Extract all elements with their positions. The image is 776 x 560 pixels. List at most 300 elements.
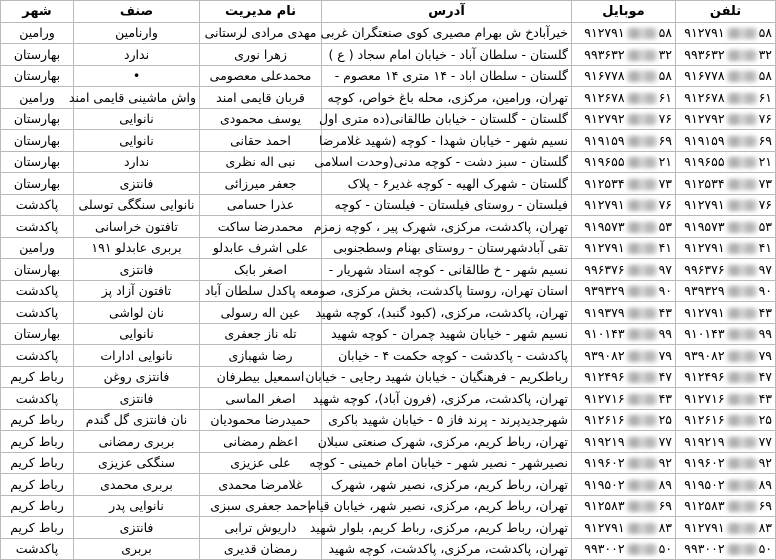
category-cell[interactable]: تافتون خراسانی [74,216,200,238]
table-row [1,366,776,388]
phone-cell[interactable] [676,151,776,173]
mobile-number-end: ۶۹ [658,498,672,514]
manager-cell[interactable]: یوسف محمودی [200,108,322,130]
phone-redaction-blur [727,28,757,39]
city-cell[interactable]: رباط کریم [1,517,74,539]
phone-redaction-blur [727,458,757,469]
phone-number-start: ۹۱۲۴۹۶ [684,369,725,385]
address-cell[interactable]: تهران، رباط کریم، مرکزی، نصیر شهر، خیابان قیام [322,495,572,517]
category-cell[interactable]: فانتزی [74,259,200,281]
manager-cell[interactable]: داریوش ترابی [200,517,322,539]
address-cell[interactable]: رباطکریم - فرهنگیان - خیابان شهید رجایی - خیابان [322,366,572,388]
phone-redaction-blur [727,351,757,362]
mobile-number-start: ۹۳۹۳۲۹ [584,283,625,299]
phone-number-end: ۶۹ [758,132,772,148]
mobile-number-start: ۹۱۰۱۴۳ [584,326,625,342]
phone-number-start: ۹۱۲۵۳۴ [684,175,725,191]
phone-cell[interactable] [676,345,776,367]
phone-redaction-blur [727,329,757,340]
header-phone[interactable]: تلفن [676,1,776,23]
mobile-cell[interactable] [572,431,676,453]
mobile-number-end: ۹۷ [658,261,672,277]
mobile-number-end: ۸۹ [658,476,672,492]
mobile-cell[interactable] [572,151,676,173]
phone-redaction-blur [727,544,757,555]
table-row [1,302,776,324]
phone-cell[interactable] [676,280,776,302]
address-cell[interactable]: گلستان - سلطان اباد - ۱۴ متری ۱۴ معصوم - [322,65,572,87]
mobile-cell[interactable] [572,517,676,539]
address-cell[interactable]: تهران، رباط کریم، مرکزی، شهرک صنعتی سبلان [322,431,572,453]
mobile-redaction-blur [627,480,657,491]
mobile-number-end: ۹۹ [658,326,672,342]
mobile-redaction-blur [627,243,657,254]
manager-cell[interactable]: محمدرضا ساکت [200,216,322,238]
mobile-cell[interactable] [572,237,676,259]
table-row [1,345,776,367]
address-cell[interactable]: فیلستان - روستای فیلستان - فیلستان - کوچه [322,194,572,216]
phone-number-end: ۵۸ [758,68,772,84]
city-cell[interactable]: بهارستان [1,173,74,195]
category-cell[interactable]: فانتزی روغن [74,366,200,388]
phone-number-start: ۹۱۹۵۰۲ [684,476,725,492]
address-cell[interactable]: تهران، پاکدشت، مرکزی، پاکدشت، کوچه شهید [322,538,572,560]
phone-number-start: ۹۳۹۰۸۲ [684,347,725,363]
phone-cell[interactable] [676,108,776,130]
mobile-number-end: ۵۳ [658,218,672,234]
phone-number-start: ۹۱۹۲۱۹ [684,433,725,449]
category-cell[interactable]: بربری محمدی [74,474,200,496]
category-cell[interactable]: نانوایی [74,323,200,345]
manager-cell[interactable]: مهدی مرادی لرستانی [200,22,322,44]
city-cell[interactable]: ورامین [1,87,74,109]
manager-cell[interactable]: احمد حقانی [200,130,322,152]
address-cell[interactable]: نسیم شهر - خیابان شهدا - کوچه (شهید غلامرضا [322,130,572,152]
phone-redaction-blur [727,415,757,426]
phone-cell[interactable] [676,173,776,195]
category-cell[interactable]: نانوایی [74,108,200,130]
city-cell[interactable]: پاکدشت [1,302,74,324]
table-row [1,259,776,281]
mobile-redaction-blur [627,458,657,469]
phone-number-end: ۴۱ [758,240,772,256]
phone-number-start: ۹۱۲۷۹۱ [684,304,725,320]
phone-number-start: ۹۱۲۷۱۶ [684,390,725,406]
city-cell[interactable]: پاکدشت [1,538,74,560]
mobile-number-start: ۹۱۲۵۸۳ [584,498,625,514]
category-cell[interactable]: سنگکی عزیزی [74,452,200,474]
phone-number-end: ۴۳ [758,390,772,406]
manager-cell[interactable]: غلامرضا محمدی [200,474,322,496]
phone-redaction-blur [727,157,757,168]
manager-cell[interactable]: اسمعیل بیطرفان [200,366,322,388]
manager-cell[interactable]: علی عزیزی [200,452,322,474]
phone-redaction-blur [727,437,757,448]
phone-number-end: ۲۵ [758,412,772,428]
table-row [1,87,776,109]
mobile-redaction-blur [627,437,657,448]
city-cell[interactable]: ورامین [1,237,74,259]
city-cell[interactable]: بهارستان [1,259,74,281]
manager-cell[interactable]: احمد جعفری سبزی [200,495,322,517]
phone-redaction-blur [727,243,757,254]
table-row [1,323,776,345]
phone-cell[interactable] [676,452,776,474]
phone-cell[interactable] [676,302,776,324]
mobile-number-start: ۹۳۹۰۸۲ [584,347,625,363]
city-cell[interactable]: بهارستان [1,323,74,345]
mobile-redaction-blur [627,286,657,297]
address-cell[interactable]: شهرجدیدپرند - پرند فاز ۵ - خیابان شهید باکری [322,409,572,431]
mobile-number-end: ۷۶ [658,111,672,127]
manager-cell[interactable]: علی اشرف عابدلو [200,237,322,259]
phone-number-start: ۹۱۲۷۹۱ [684,240,725,256]
phone-cell[interactable] [676,323,776,345]
mobile-number-end: ۶۱ [658,89,672,105]
phone-number-start: ۹۱۲۷۹۲ [684,111,725,127]
category-cell[interactable]: فانتزی [74,173,200,195]
mobile-cell[interactable] [572,452,676,474]
mobile-number-start: ۹۹۶۳۷۶ [584,261,625,277]
phone-number-end: ۵۰ [758,541,772,557]
phone-cell[interactable] [676,366,776,388]
mobile-number-end: ۴۳ [658,304,672,320]
mobile-number-start: ۹۱۲۷۹۱ [584,240,625,256]
city-cell[interactable]: بهارستان [1,44,74,66]
mobile-cell[interactable] [572,173,676,195]
phone-number-start: ۹۱۰۱۴۳ [684,326,725,342]
category-cell[interactable]: ندارد [74,151,200,173]
phone-number-start: ۹۹۶۳۷۶ [684,261,725,277]
address-cell[interactable]: نسیم شهر - خیابان شهید چمران - کوچه شهید [322,323,572,345]
phone-cell[interactable] [676,130,776,152]
city-cell[interactable]: رباط کریم [1,452,74,474]
mobile-number-end: ۶۹ [658,132,672,148]
mobile-number-end: ۳۲ [658,46,672,62]
mobile-cell[interactable] [572,366,676,388]
category-cell[interactable]: بربری [74,538,200,560]
category-cell[interactable]: بربری عابدلو ۱۹۱ [74,237,200,259]
phone-number-start: ۹۱۲۶۷۸ [684,89,725,105]
category-cell[interactable]: نانوایی [74,130,200,152]
phone-number-end: ۵۸ [758,25,772,41]
phone-number-start: ۹۱۲۷۹۱ [684,25,725,41]
mobile-redaction-blur [627,351,657,362]
mobile-cell[interactable] [572,302,676,324]
city-cell[interactable]: پاکدشت [1,345,74,367]
phone-number-end: ۷۹ [758,347,772,363]
mobile-number-start: ۹۱۹۶۵۵ [584,154,625,170]
phone-number-start: ۹۱۹۶۰۲ [684,455,725,471]
phone-cell[interactable] [676,22,776,44]
phone-redaction-blur [727,200,757,211]
manager-cell[interactable]: محمدعلی معصومی [200,65,322,87]
category-cell[interactable]: • [74,65,200,87]
phone-number-start: ۹۱۲۶۱۶ [684,412,725,428]
phone-cell[interactable] [676,409,776,431]
city-cell[interactable]: رباط کریم [1,495,74,517]
address-cell[interactable]: استان تهران، روستا پاکدشت، بخش مرکزی، صومعه پاکدل سلطان آباد [322,280,572,302]
address-cell[interactable]: تهران، ورامین، مرکزی، محله باغ خواص، کوچه [322,87,572,109]
phone-number-end: ۶۱ [758,89,772,105]
mobile-number-start: ۹۱۲۴۹۶ [584,369,625,385]
city-cell[interactable]: پاکدشت [1,194,74,216]
phone-redaction-blur [727,286,757,297]
phone-redaction-blur [727,222,757,233]
phone-redaction-blur [727,372,757,383]
phone-number-start: ۹۱۹۵۷۳ [684,218,725,234]
mobile-number-start: ۹۱۲۵۳۴ [584,175,625,191]
phone-cell[interactable] [676,65,776,87]
city-cell[interactable]: پاکدشت [1,280,74,302]
phone-number-start: ۹۹۳۶۳۲ [684,46,725,62]
category-cell[interactable]: وارنامین [74,22,200,44]
phone-number-end: ۹۷ [758,261,772,277]
mobile-cell[interactable] [572,22,676,44]
mobile-cell[interactable] [572,216,676,238]
phone-number-end: ۸۳ [758,519,772,535]
phone-number-start: ۹۱۶۷۷۸ [684,68,725,84]
mobile-redaction-blur [627,394,657,405]
manager-cell[interactable]: اعظم رمضانی [200,431,322,453]
mobile-redaction-blur [627,415,657,426]
address-cell[interactable]: تهران، پاکدشت، مرکزی، (کبود گنبد)، کوچه شهید [322,302,572,324]
mobile-redaction-blur [627,523,657,534]
phone-number-end: ۷۶ [758,197,772,213]
table-row [1,495,776,517]
phone-cell[interactable] [676,538,776,560]
mobile-redaction-blur [627,50,657,61]
phone-cell[interactable] [676,517,776,539]
phone-redaction-blur [727,308,757,319]
phone-cell[interactable] [676,216,776,238]
phone-redaction-blur [727,71,757,82]
mobile-redaction-blur [627,179,657,190]
address-cell[interactable]: گلستان - سلطان آباد - خیابان امام سجاد ( ع ) [322,44,572,66]
phone-number-start: ۹۱۹۱۵۹ [684,132,725,148]
phone-redaction-blur [727,50,757,61]
city-cell[interactable]: بهارستان [1,130,74,152]
mobile-redaction-blur [627,136,657,147]
address-cell[interactable]: خیرآباد‌خ ش بهرام مصیری کوی صنعتگران غربی [322,22,572,44]
city-cell[interactable]: رباط کریم [1,474,74,496]
phone-redaction-blur [727,265,757,276]
city-cell[interactable]: رباط کریم [1,366,74,388]
phone-number-end: ۵۳ [758,218,772,234]
phone-cell[interactable] [676,87,776,109]
mobile-cell[interactable] [572,130,676,152]
manager-cell[interactable]: اصغر بابک [200,259,322,281]
table-row [1,517,776,539]
phone-redaction-blur [727,501,757,512]
mobile-cell[interactable] [572,474,676,496]
address-cell[interactable]: تقی آبادشهرستان - روستای بهنام وسطجنوبی [322,237,572,259]
mobile-redaction-blur [627,544,657,555]
table-row [1,452,776,474]
mobile-number-end: ۵۰ [658,541,672,557]
mobile-number-start: ۹۹۳۶۳۲ [584,46,625,62]
phone-cell[interactable] [676,474,776,496]
category-cell[interactable]: بربری رمضانی [74,431,200,453]
mobile-number-end: ۴۳ [658,390,672,406]
address-cell[interactable]: تهران، پاکدشت، مرکزی، (فرون آباد)، کوچه شهید [322,388,572,410]
phone-number-end: ۲۱ [758,154,772,170]
mobile-cell[interactable] [572,65,676,87]
phone-number-start: ۹۱۲۷۹۱ [684,197,725,213]
phone-cell[interactable] [676,237,776,259]
header-manager[interactable]: نام مدیریت [200,1,322,23]
address-cell[interactable]: تهران، رباط کریم، مرکزی، نصیر شهر، شهرک [322,474,572,496]
address-cell[interactable]: گلستان - شهرک الهیه - کوچه غدیر۶ - پلاک [322,173,572,195]
header-category[interactable]: صنف [74,1,200,23]
mobile-cell[interactable] [572,194,676,216]
address-cell[interactable]: گلستان - گلستان - خیابان طالقانی(ده متری اول [322,108,572,130]
manager-cell[interactable]: رضا شهبازی [200,345,322,367]
mobile-cell[interactable] [572,259,676,281]
category-cell[interactable]: نان لواشی [74,302,200,324]
table-row [1,44,776,66]
mobile-cell[interactable] [572,388,676,410]
address-cell[interactable]: نسیم شهر - خ طالقانی - کوچه استاد شهریار - [322,259,572,281]
mobile-redaction-blur [627,329,657,340]
city-cell[interactable]: بهارستان [1,65,74,87]
mobile-number-end: ۹۲ [658,455,672,471]
manager-cell[interactable]: جعفر میرزائی [200,173,322,195]
mobile-cell[interactable] [572,538,676,560]
table-row [1,388,776,410]
phone-cell[interactable] [676,259,776,281]
manager-cell[interactable]: عذرا حسامی [200,194,322,216]
mobile-number-start: ۹۱۲۶۱۶ [584,412,625,428]
mobile-redaction-blur [627,71,657,82]
mobile-number-start: ۹۱۹۵۰۲ [584,476,625,492]
category-cell[interactable]: نانوایی پدر [74,495,200,517]
manager-cell[interactable]: زهرا نوری [200,44,322,66]
table-row [1,237,776,259]
address-cell[interactable]: تهران، پاکدشت، مرکزی، شهرک پیر ، کوچه زمزم [322,216,572,238]
category-cell[interactable]: نانوایی سنگگی توسلی [74,194,200,216]
mobile-number-start: ۹۱۲۶۷۸ [584,89,625,105]
category-cell[interactable]: ندارد [74,44,200,66]
table-row [1,65,776,87]
manager-cell[interactable]: رمضان قدیری [200,538,322,560]
address-cell[interactable]: تهران، رباط کریم، مرکزی، رباط کریم، بلوار شهید [322,517,572,539]
mobile-number-start: ۹۱۶۷۷۸ [584,68,625,84]
address-cell[interactable]: پاکدشت - پاکدشت - کوچه حکمت ۴ - خیابان [322,345,572,367]
manager-cell[interactable]: حمیدرضا محمودیان [200,409,322,431]
mobile-cell[interactable] [572,87,676,109]
table-row [1,194,776,216]
header-city[interactable]: شهر [1,1,74,23]
table-row [1,474,776,496]
table-row [1,173,776,195]
mobile-redaction-blur [627,200,657,211]
category-cell[interactable]: فانتزی [74,517,200,539]
category-cell[interactable]: نان فانتزی گل گندم [74,409,200,431]
phone-cell[interactable] [676,44,776,66]
mobile-cell[interactable] [572,495,676,517]
phone-cell[interactable] [676,495,776,517]
mobile-cell[interactable] [572,409,676,431]
mobile-cell[interactable] [572,323,676,345]
mobile-redaction-blur [627,222,657,233]
manager-cell[interactable]: اصغر الماسی [200,388,322,410]
phone-number-start: ۹۱۲۵۸۳ [684,498,725,514]
phone-number-end: ۷۶ [758,111,772,127]
phone-cell[interactable] [676,388,776,410]
city-cell[interactable]: پاکدشت [1,216,74,238]
header-row [1,1,776,23]
phone-number-end: ۹۲ [758,455,772,471]
phone-number-end: ۷۳ [758,175,772,191]
mobile-number-end: ۷۶ [658,197,672,213]
mobile-number-start: ۹۱۹۱۵۹ [584,132,625,148]
category-cell[interactable]: تافتون آزاد پز [74,280,200,302]
mobile-number-start: ۹۱۹۶۰۲ [584,455,625,471]
mobile-number-start: ۹۱۹۲۱۹ [584,433,625,449]
phone-redaction-blur [727,179,757,190]
phone-number-end: ۴۳ [758,304,772,320]
phone-number-end: ۹۹ [758,326,772,342]
table-row [1,151,776,173]
table-row [1,431,776,453]
manager-cell[interactable]: تله ناز جعفری [200,323,322,345]
phone-cell[interactable] [676,194,776,216]
city-cell[interactable]: پاکدشت [1,388,74,410]
category-cell[interactable]: فانتزی [74,388,200,410]
manager-cell[interactable]: عین اله رسولی [200,302,322,324]
mobile-cell[interactable] [572,280,676,302]
phone-number-end: ۳۲ [758,46,772,62]
table-row [1,538,776,560]
mobile-number-start: ۹۱۹۵۷۳ [584,218,625,234]
city-cell[interactable]: رباط کریم [1,409,74,431]
phone-redaction-blur [727,523,757,534]
city-cell[interactable]: ورامین [1,22,74,44]
table-row [1,108,776,130]
header-address[interactable]: آدرس [322,1,572,23]
phone-redaction-blur [727,93,757,104]
header-mobile[interactable]: موبایل [572,1,676,23]
mobile-number-start: ۹۱۹۳۷۹ [584,304,625,320]
phone-number-start: ۹۳۹۳۲۹ [684,283,725,299]
table-row [1,130,776,152]
manager-cell[interactable]: نبی اله نظری [200,151,322,173]
city-cell[interactable]: رباط کریم [1,431,74,453]
category-cell[interactable]: واش ماشینی قایمی امند [74,87,200,109]
mobile-redaction-blur [627,93,657,104]
mobile-cell[interactable] [572,345,676,367]
mobile-number-end: ۷۷ [658,433,672,449]
phone-number-end: ۶۹ [758,498,772,514]
mobile-number-end: ۷۳ [658,175,672,191]
mobile-cell[interactable] [572,44,676,66]
phone-number-start: ۹۱۲۷۹۱ [684,519,725,535]
phone-cell[interactable] [676,431,776,453]
mobile-redaction-blur [627,265,657,276]
city-cell[interactable]: بهارستان [1,108,74,130]
mobile-number-start: ۹۱۲۷۱۶ [584,390,625,406]
mobile-number-end: ۲۱ [658,154,672,170]
address-cell[interactable]: گلستان - سبز دشت - کوچه مدنی(وحدت اسلامی [322,151,572,173]
phone-number-start: ۹۹۳۰۰۲ [684,541,725,557]
category-cell[interactable]: نانوایی ادارات [74,345,200,367]
manager-cell[interactable]: قربان قایمی امند [200,87,322,109]
city-cell[interactable]: بهارستان [1,151,74,173]
phone-number-end: ۸۹ [758,476,772,492]
mobile-cell[interactable] [572,108,676,130]
address-cell[interactable]: نصیرشهر - نصیر شهر - خیابان امام خمینی - کوچه [322,452,572,474]
